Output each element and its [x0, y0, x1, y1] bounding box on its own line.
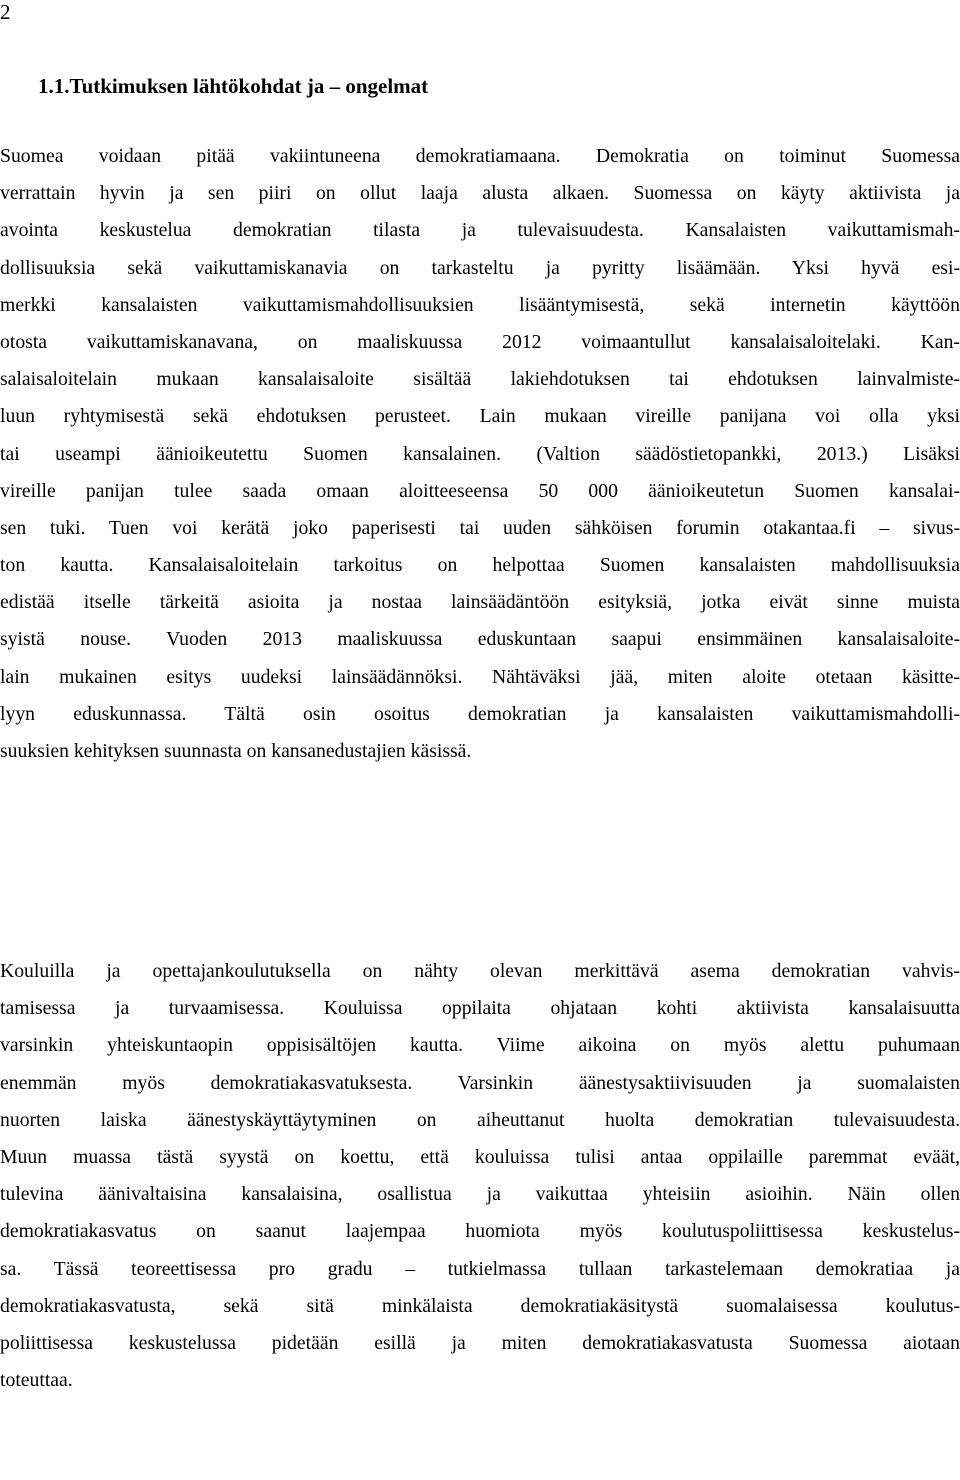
text-line: syistä nouse. Vuoden 2013 maaliskuussa eduskuntaan saapui ensimmäinen kansalaisaloite-	[0, 628, 960, 651]
text-line: edistää itselle tärkeitä asioita ja nostaa lainsäädäntöön esityksiä, jotka eivät sinne muista	[0, 591, 960, 614]
paragraph-1	[0, 138, 960, 770]
text-line: toteuttaa.	[0, 1369, 73, 1392]
text-line: enemmän myös demokratiakasvatuksesta. Varsinkin äänestysaktiivisuuden ja suomalaisten	[0, 1071, 960, 1094]
text-line: lyyn eduskunnassa. Tältä osin osoitus demokratian ja kansalaisten vaikuttamismahdolli-	[0, 702, 960, 725]
text-line: avointa keskustelua demokratian tilasta ja tulevaisuudesta. Kansalaisten vaikuttamismah-	[0, 219, 960, 242]
text-line: otosta vaikuttamiskanavana, on maaliskuussa 2012 voimaantullut kansalaisaloitelaki. Kan-	[0, 330, 960, 353]
section-heading: 1.1.Tutkimuksen lähtökohdat ja – ongelmat	[38, 74, 429, 98]
text-line: demokratiakasvatus on saanut laajempaa huomiota myös koulutuspoliittisessa keskustelus-	[0, 1220, 960, 1243]
text-line: verrattain hyvin ja sen piiri on ollut laaja alusta alkaen. Suomessa on käyty aktiivista ja	[0, 182, 960, 205]
text-line: tulevina äänivaltaisina kansalaisina, osallistua ja vaikuttaa yhteisiin asioihin. Näin ollen	[0, 1183, 960, 1206]
text-line: poliittisessa keskustelussa pidetään esillä ja miten demokratiakasvatusta Suomessa aiotaan	[0, 1331, 960, 1354]
text-line: merkki kansalaisten vaikuttamismahdollisuuksien lisääntymisestä, sekä internetin käyttöön	[0, 293, 960, 316]
text-line: demokratiakasvatusta, sekä sitä minkälaista demokratiakäsitystä suomalaisessa koulutus-	[0, 1294, 960, 1317]
text-line: dollisuuksia sekä vaikuttamiskanavia on tarkasteltu ja pyritty lisäämään. Yksi hyvä esi-	[0, 256, 960, 279]
text-line: ton kautta. Kansalaisaloitelain tarkoitus on helpottaa Suomen kansalaisten mahdollisuuksia	[0, 554, 960, 577]
text-line: sa. Tässä teoreettisessa pro gradu – tutkielmassa tullaan tarkastelemaan demokratiaa ja	[0, 1257, 960, 1280]
text-line: suuksien kehityksen suunnasta on kansanedustajien käsissä.	[0, 740, 472, 762]
text-line: lain mukainen esitys uudeksi lainsäädännöksi. Nähtäväksi jää, miten aloite otetaan käsitte-	[0, 665, 960, 688]
text-line: luun ryhtymisestä sekä ehdotuksen perusteet. Lain mukaan vireille panijana voi olla yksi	[0, 405, 960, 428]
text-line: Suomea voidaan pitää vakiintuneena demokratiamaana. Demokratia on toiminut Suomessa	[0, 145, 960, 167]
text-line: vireille panijan tulee saada omaan aloitteeseensa 50 000 äänioikeutetun Suomen kansalai-	[0, 479, 960, 502]
text-line: tai useampi äänioikeutettu Suomen kansalainen. (Valtion säädöstietopankki, 2013.) Lisäksi	[0, 442, 960, 465]
text-line: tamisessa ja turvaamisessa. Kouluissa oppilaita ohjataan kohti aktiivista kansalaisuutta	[0, 997, 960, 1020]
text-line: sen tuki. Tuen voi kerätä joko paperisesti tai uuden sähköisen forumin otakantaa.fi – sivus-	[0, 516, 960, 539]
page-number: 2	[0, 0, 11, 24]
paragraph-2	[0, 953, 960, 1399]
text-line: nuorten laiska äänestyskäyttäytyminen on aiheuttanut huolta demokratian tulevaisuudesta.	[0, 1108, 960, 1131]
text-line: varsinkin yhteiskuntaopin oppisisältöjen kautta. Viime aikoina on myös alettu puhumaan	[0, 1034, 960, 1057]
text-line: Muun muassa tästä syystä on koettu, että kouluissa tulisi antaa oppilaille paremmat eväät,	[0, 1145, 960, 1168]
text-line: Kouluilla ja opettajankoulutuksella on nähty olevan merkittävä asema demokratian vahvis-	[0, 960, 960, 982]
text-line: salaisaloitelain mukaan kansalaisaloite sisältää lakiehdotuksen tai ehdotuksen lainvalmiste-	[0, 368, 960, 391]
